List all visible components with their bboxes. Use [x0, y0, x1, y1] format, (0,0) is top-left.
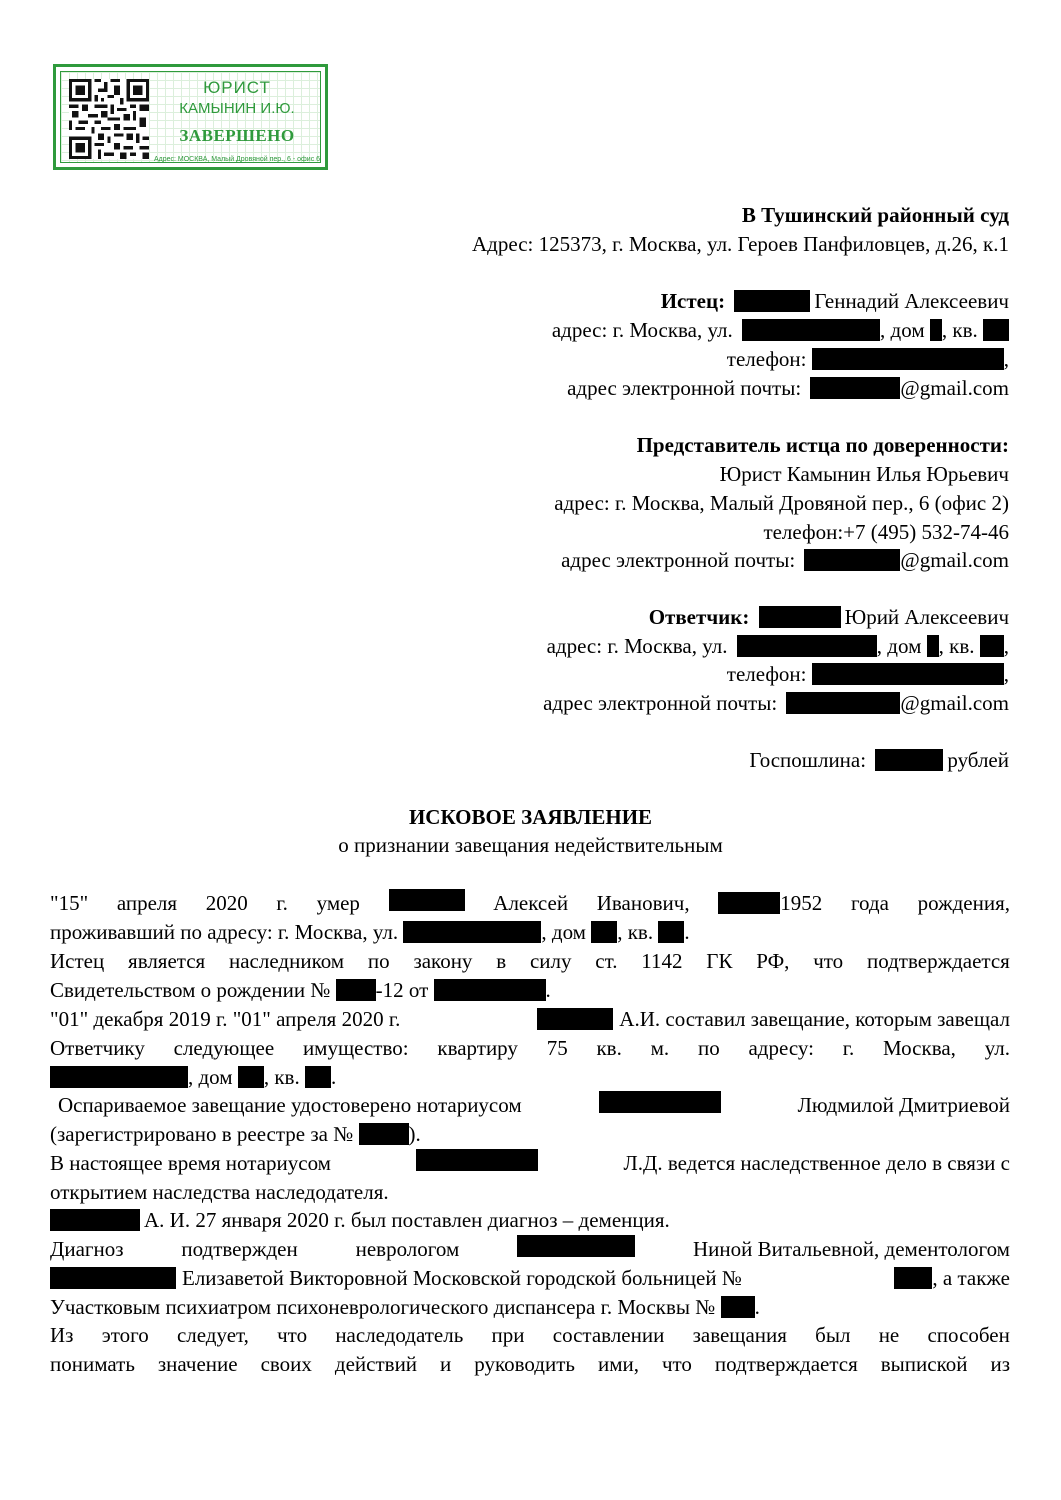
word: в	[496, 949, 507, 973]
defendant-phone-line	[727, 660, 1009, 688]
text-line	[50, 1321, 1010, 1350]
defendant-name-line	[649, 603, 1009, 631]
defendant-label: Ответчик:	[648, 605, 750, 629]
text-segment: , дом	[188, 1065, 233, 1089]
redaction-block	[804, 549, 900, 571]
text-segment: Оспариваемое завещание удостоверено нотариусом	[58, 1093, 522, 1117]
word: подтверждается	[714, 1352, 858, 1376]
court-name: В Тушинский районный суд	[741, 203, 1009, 227]
word: из	[990, 1352, 1010, 1376]
text-segment: .	[330, 1065, 337, 1089]
word: следует,	[176, 1323, 249, 1347]
redaction-block	[50, 1066, 188, 1088]
paragraph-diagnosis	[50, 1206, 1010, 1235]
redaction-block	[930, 319, 942, 341]
text-segment: ).	[408, 1122, 421, 1146]
text-line	[50, 1264, 1010, 1293]
word: закону	[413, 949, 473, 973]
text-line	[50, 1350, 1010, 1379]
word: Москва,	[883, 1036, 956, 1060]
defendant-name: Юрий Алексеевич	[844, 605, 1009, 629]
lawyer-stamp	[53, 64, 328, 170]
plaintiff-address-prefix: адрес: г. Москва, ул.	[551, 318, 733, 342]
word: подтверждается	[866, 949, 1010, 973]
defendant-email-domain: @gmail.com	[900, 691, 1009, 715]
word: м.	[650, 1036, 670, 1060]
text-line	[50, 1149, 1010, 1178]
word: этого	[101, 1323, 149, 1347]
defendant-email-label: адрес электронной почты:	[543, 691, 778, 715]
text-line	[50, 976, 1010, 1005]
plaintiff-phone-comma: ,	[1003, 347, 1009, 371]
stamp-status: ЗАВЕРШЕНО	[179, 126, 295, 145]
word: 2020	[205, 891, 248, 915]
redaction-block	[742, 319, 880, 341]
redaction-block	[875, 749, 943, 771]
word: имущество:	[302, 1036, 409, 1060]
text-segment: , дом	[541, 920, 586, 944]
word: по	[367, 949, 390, 973]
word: ст.	[595, 949, 618, 973]
word: что	[277, 1323, 308, 1347]
plaintiff-house-label: , дом	[880, 318, 925, 342]
plaintiff-address-line	[552, 316, 1009, 344]
representative-name: Юрист Камынин Илья Юрьевич	[719, 462, 1009, 486]
text-segment: .	[545, 978, 551, 1002]
word: был	[815, 1323, 851, 1347]
word: г.	[842, 1036, 855, 1060]
paragraph-inheritance-case	[50, 1149, 1010, 1207]
paragraph-heir	[50, 947, 1010, 1005]
word: руководить	[474, 1352, 575, 1376]
word: Иванович,	[596, 891, 690, 915]
stamp-grid	[60, 71, 321, 163]
redaction-block	[980, 635, 1004, 657]
text-segment: , кв.	[263, 1065, 300, 1089]
redaction-block	[599, 1091, 721, 1113]
word: действий	[334, 1352, 418, 1376]
word: Диагноз	[50, 1237, 124, 1261]
redaction-block	[517, 1235, 635, 1257]
word: 1952	[780, 891, 823, 915]
word: адресу:	[748, 1036, 814, 1060]
word: что	[813, 949, 844, 973]
text-segment: Л.Д. ведется наследственное дело в связи с	[623, 1151, 1010, 1175]
word: 1142	[641, 949, 683, 973]
word: понимать	[50, 1352, 135, 1376]
redaction-block	[238, 1066, 264, 1088]
redaction-block	[537, 1008, 613, 1030]
redaction-block	[812, 348, 1004, 370]
text-line	[50, 947, 1010, 976]
word: наследником	[229, 949, 345, 973]
text-segment: , кв.	[617, 920, 654, 944]
word: рождения,	[917, 891, 1010, 915]
word: является	[128, 949, 206, 973]
text-line	[50, 1005, 1010, 1034]
plaintiff-name: Геннадий Алексеевич	[814, 289, 1009, 313]
redaction-block	[737, 635, 877, 657]
plaintiff-email-line	[567, 374, 1009, 402]
word: подтвержден	[181, 1237, 298, 1261]
plaintiff-phone-line	[727, 345, 1009, 373]
paragraph-notary	[50, 1091, 1010, 1149]
defendant-address-prefix: адрес: г. Москва, ул.	[546, 634, 728, 658]
redaction-block	[721, 1296, 755, 1318]
text-segment: Участковым психиатром психоневрологического диспансера г. Москвы №	[50, 1295, 716, 1319]
redaction-block	[403, 921, 541, 943]
redaction-block	[812, 663, 1004, 685]
defendant-phone-label: телефон:	[726, 662, 807, 686]
text-line	[50, 1063, 1010, 1092]
word: ул.	[984, 1036, 1010, 1060]
redaction-block	[305, 1066, 331, 1088]
defendant-address-comma: ,	[1003, 634, 1009, 658]
word: завещания	[692, 1323, 787, 1347]
stamp-address: Адрес: МОСКВА, Малый Дровяной пер., 6 - офис 6	[153, 156, 321, 163]
text-segment: проживавший по адресу: г. Москва, ул.	[50, 920, 399, 944]
word: РФ,	[756, 949, 790, 973]
word: способен	[927, 1323, 1010, 1347]
qr-code-icon	[69, 78, 149, 160]
state-fee-unit: рублей	[947, 748, 1009, 772]
representative-email-line	[561, 546, 1009, 574]
redaction-block	[434, 979, 546, 1001]
word: умер	[316, 891, 360, 915]
word: по	[697, 1036, 720, 1060]
paragraph-will	[50, 1005, 1010, 1092]
redaction-block	[591, 921, 617, 943]
plaintiff-name-line	[661, 287, 1009, 315]
word: не	[878, 1323, 900, 1347]
redaction-block	[416, 1149, 538, 1171]
defendant-house-label: , дом	[876, 634, 922, 658]
redaction-block	[50, 1209, 140, 1231]
word: квартиру	[437, 1036, 518, 1060]
representative-phone: телефон:+7 (495) 532-74-46	[763, 520, 1009, 544]
word: г.	[276, 891, 288, 915]
text-segment: -12 от	[375, 978, 429, 1002]
redaction-block	[810, 377, 900, 399]
plaintiff-label: Истец:	[660, 289, 726, 313]
word: силу	[529, 949, 572, 973]
word: при	[491, 1323, 525, 1347]
word: наследодатель	[335, 1323, 464, 1347]
redaction-block	[658, 921, 684, 943]
word: составлении	[552, 1323, 665, 1347]
word: года	[850, 891, 889, 915]
word: выпиской	[880, 1352, 968, 1376]
redaction-block	[759, 606, 841, 628]
text-segment: , а также	[932, 1266, 1010, 1290]
representative-label: Представитель истца по доверенности:	[636, 433, 1009, 457]
word: что	[661, 1352, 692, 1376]
paragraph-conclusion	[50, 1321, 1010, 1379]
plaintiff-phone-label: телефон:	[726, 347, 807, 371]
text-segment: А.И. составил завещание, которым завещал	[619, 1007, 1010, 1031]
text-segment: А. И. 27 января 2020 г. был поставлен диагноз – деменция.	[144, 1208, 670, 1232]
text-segment: .	[684, 920, 690, 944]
redaction-block	[718, 892, 780, 914]
word: Алексей	[493, 891, 569, 915]
stamp-lawyer-name: КАМЫНИН И.Ю.	[179, 100, 295, 117]
plaintiff-apt-label: , кв.	[941, 318, 978, 342]
redaction-block	[389, 889, 465, 911]
text-line	[50, 1206, 1010, 1235]
text-line	[50, 1120, 1010, 1149]
redaction-block	[734, 290, 810, 312]
word: Из	[50, 1323, 74, 1347]
redaction-block	[894, 1267, 932, 1289]
paragraph-diagnosis-confirmed	[50, 1235, 1010, 1322]
word: ими,	[597, 1352, 639, 1376]
redaction-block	[927, 635, 939, 657]
text-segment: Свидетельством о рождении №	[50, 978, 331, 1002]
representative-email-label: адрес электронной почты:	[561, 548, 796, 572]
text-line	[50, 1091, 1010, 1120]
defendant-apt-label: , кв.	[938, 634, 975, 658]
text-segment: Людмилой Дмитриевой	[797, 1093, 1010, 1117]
defendant-address-line	[547, 632, 1009, 660]
redaction-block	[359, 1123, 409, 1145]
document-subtitle: о признании завещания недействительным	[338, 833, 723, 857]
redaction-block	[50, 1267, 176, 1289]
text-segment: .	[754, 1295, 760, 1319]
word: 75	[546, 1036, 568, 1060]
text-segment: Ниной Витальевной, дементологом	[692, 1237, 1010, 1261]
text-segment: В настоящее время нотариусом	[50, 1151, 331, 1175]
text-line	[50, 918, 1010, 947]
paragraph-death	[50, 889, 1010, 947]
stamp-title: ЮРИСТ	[203, 78, 271, 97]
text-segment: (зарегистрировано в реестре за №	[50, 1122, 354, 1146]
court-address: Адрес: 125373, г. Москва, ул. Героев Панфиловцев, д.26, к.1	[472, 232, 1009, 256]
redaction-block	[983, 319, 1009, 341]
state-fee-label: Госпошлина:	[749, 748, 867, 772]
document-title: ИСКОВОЕ ЗАЯВЛЕНИЕ	[408, 805, 653, 829]
representative-email-domain: @gmail.com	[900, 548, 1009, 572]
defendant-phone-comma: ,	[1003, 662, 1009, 686]
word: и	[440, 1352, 452, 1376]
text-segment: "01" декабря 2019 г. "01" апреля 2020 г.	[50, 1007, 401, 1031]
text-line	[50, 1235, 1010, 1264]
defendant-email-line	[543, 689, 1009, 717]
redaction-block	[786, 692, 900, 714]
word: неврологом	[355, 1237, 460, 1261]
word: следующее	[173, 1036, 275, 1060]
text-line	[50, 889, 1010, 918]
word: Истец	[50, 949, 105, 973]
representative-address: адрес: г. Москва, Малый Дровяной пер., 6 (офис 2)	[554, 491, 1009, 515]
state-fee-line	[749, 746, 1009, 774]
word: "15"	[50, 891, 89, 915]
word: значение	[157, 1352, 238, 1376]
word: Ответчику	[50, 1036, 145, 1060]
text-line: открытием наследства наследодателя.	[50, 1180, 389, 1204]
word: кв.	[596, 1036, 622, 1060]
plaintiff-email-label: адрес электронной почты:	[567, 376, 802, 400]
word: своих	[260, 1352, 312, 1376]
redaction-block	[336, 979, 376, 1001]
word: апреля	[116, 891, 178, 915]
text-line	[50, 1034, 1010, 1063]
word: ГК	[706, 949, 733, 973]
text-line	[50, 1293, 1010, 1322]
plaintiff-email-domain: @gmail.com	[900, 376, 1009, 400]
text-segment: Елизаветой Викторовной Московской городской больницей №	[182, 1266, 742, 1290]
